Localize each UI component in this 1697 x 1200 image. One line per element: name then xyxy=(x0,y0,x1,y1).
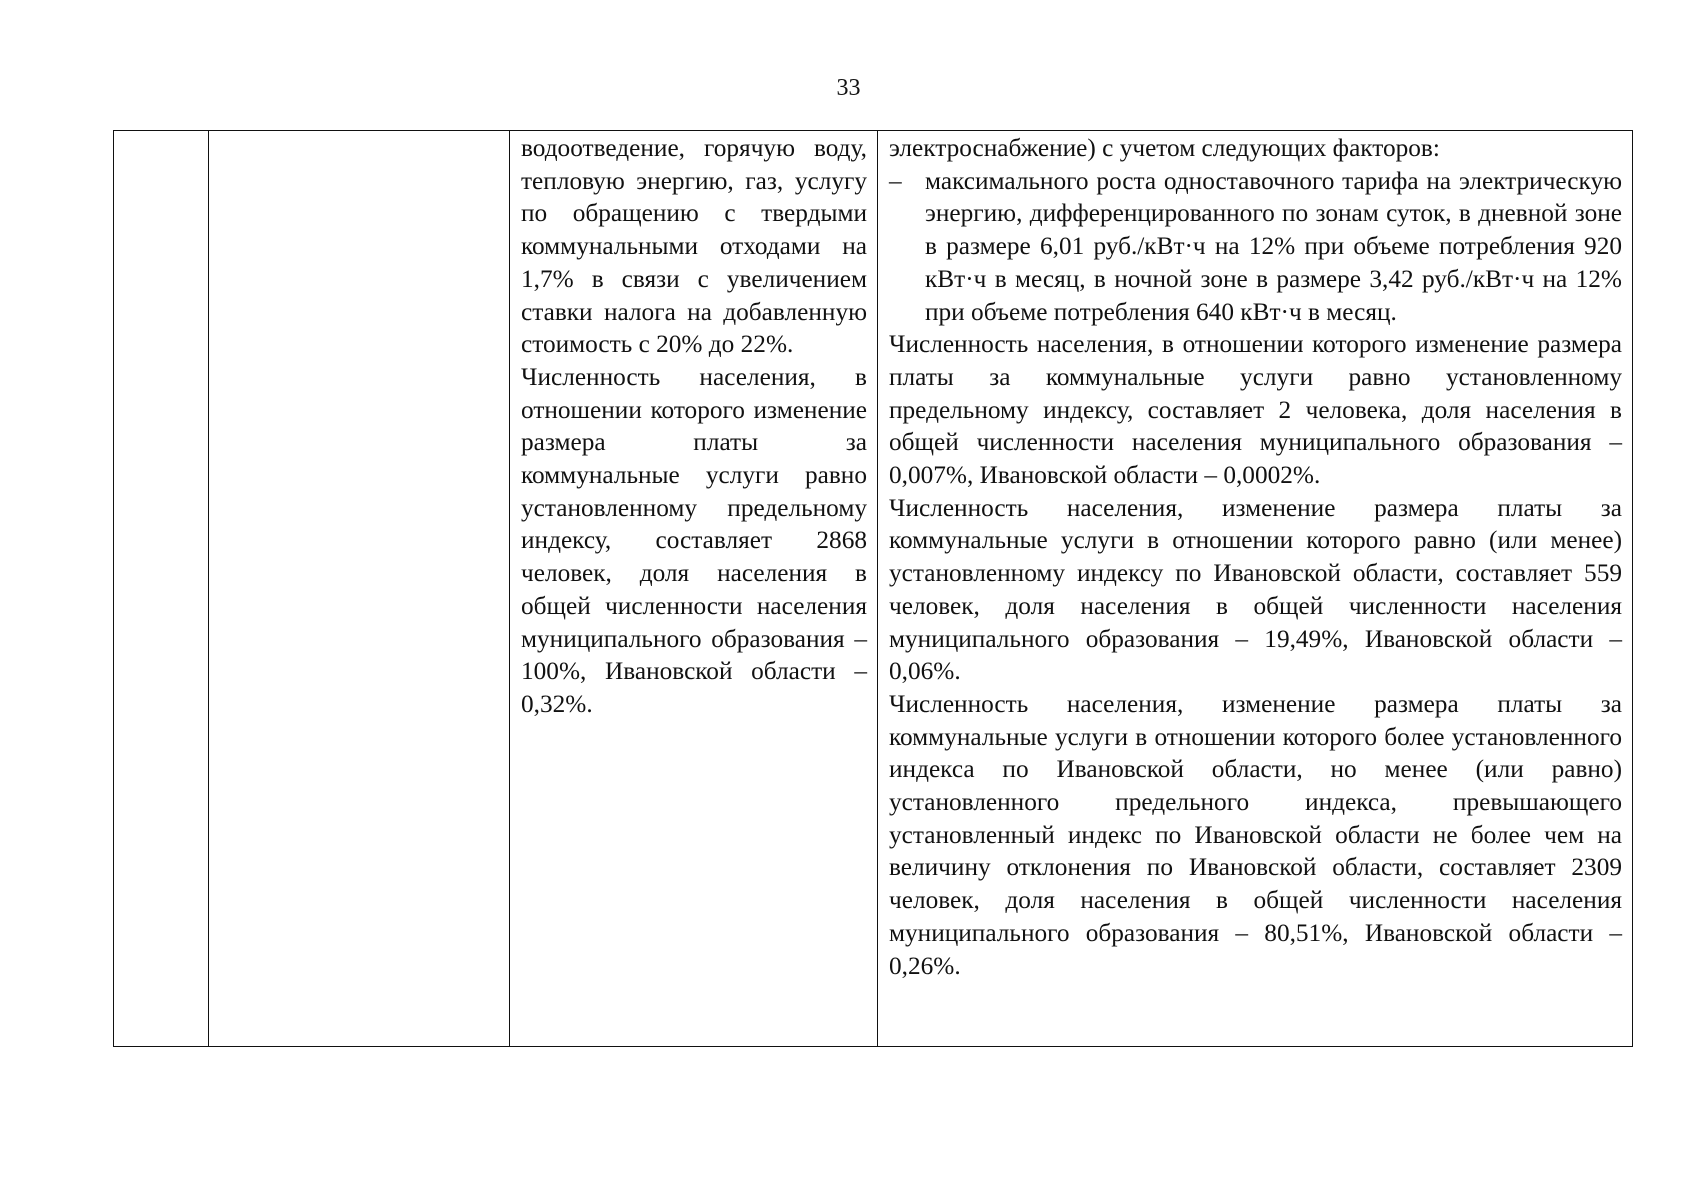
table-cell-details xyxy=(878,131,1633,1047)
details-paragraph-3: Численность населения, изменение размера платы за коммунальные услуги в отношении которого более установленного индекса по Ивановской области, но менее (или равно) установленного предельного индекса, превышающего установленный индекс по Ивановской области не более чем на величину отклонения по Ивановской области, составляет 2309 человек, доля населения в общей численности населения муниципального образования – 80,51%, Ивановской области – 0,26%. xyxy=(889,689,1622,980)
details-intro: электроснабжение) с учетом следующих факторов: xyxy=(889,134,1440,162)
details-paragraph-2: Численность населения, изменение размера платы за коммунальные услуги в отношении которого равно (или менее) установленному индексу по Ивановской области, составляет 559 человек, доля населения в общей численности населения муниципального образования – 19,49%, Ивановской области – 0,06%. xyxy=(889,493,1622,686)
table-cell-number xyxy=(114,131,209,1047)
table-cell-name xyxy=(209,131,510,1047)
details-list-item xyxy=(889,165,1622,329)
table-row xyxy=(114,131,1633,1047)
page-number: 33 xyxy=(836,75,861,101)
table-cell-changes xyxy=(510,131,878,1047)
changes-paragraph-1: водоотведение, горячую воду, тепловую энергию, газ, услугу по обращению с твердыми коммунальными отходами на 1,7% в связи с увеличением ставки налога на добавленную стоимость с 20% до 22%. xyxy=(521,134,867,359)
details-paragraph-1: Численность населения, в отношении которого изменение размера платы за коммунальные услуги равно установленному предельному индексу, составляет 2 человека, доля населения в общей численности населения муниципального образования – 0,007%, Ивановской области – 0,0002%. xyxy=(889,330,1622,490)
document-table xyxy=(113,130,1633,1047)
list-dash: – xyxy=(889,166,902,195)
list-item-text: максимального роста одноставочного тарифа на электрическую энергию, дифференцированного по зонам суток, в дневной зоне в размере 6,01 руб./кВт·ч на 12% при объеме потребления 920 кВт·ч в месяц, в ночной зоне в размере 3,42 руб./кВт·ч на 12% при объеме потребления 640 кВт·ч в месяц. xyxy=(925,166,1622,326)
changes-paragraph-2: Численность населения, в отношении которого изменение размера платы за коммунальные услуги равно установленному предельному индексу, составляет 2868 человек, доля населения в общей численности населения муниципального образования – 100%, Ивановской области – 0,32%. xyxy=(521,362,867,718)
